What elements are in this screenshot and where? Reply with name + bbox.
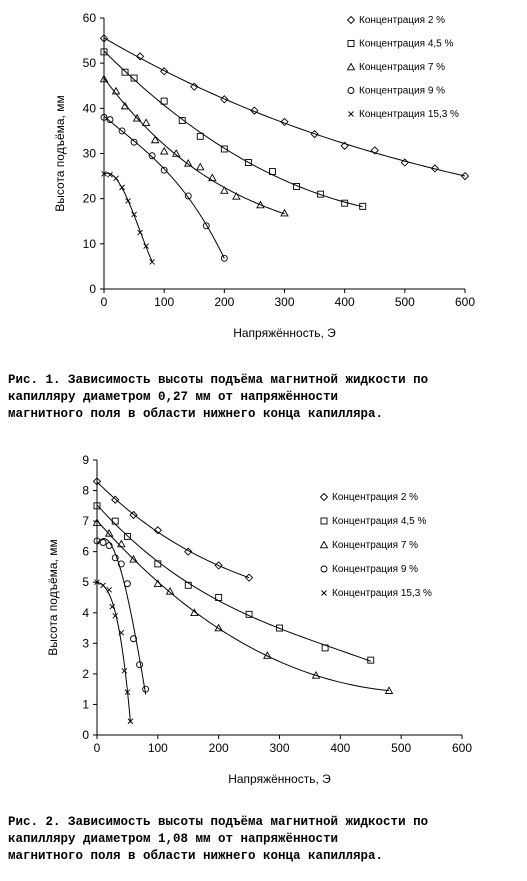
x-axis-label: Напряжённость, Э <box>228 772 331 785</box>
x-tick-label: 100 <box>154 295 175 309</box>
circle-marker <box>143 686 149 692</box>
square-marker <box>348 41 354 47</box>
caption-line: Рис. 1. Зависимость высоты подъёма магнитной жидкости по <box>8 373 429 387</box>
x-tick-label: 600 <box>451 741 473 755</box>
legend-label: Концентрация 15,3 % <box>332 588 432 599</box>
figure-1-caption <box>8 372 523 423</box>
y-tick-label: 0 <box>89 282 96 296</box>
x-marker <box>120 185 125 190</box>
x-tick-label: 300 <box>269 741 290 755</box>
caption-line: Рис. 2. Зависимость высоты подъёма магнитной жидкости по <box>8 815 429 829</box>
trend-line <box>104 38 465 176</box>
triangle-marker <box>197 164 204 170</box>
legend-label: Концентрация 2 % <box>359 15 446 26</box>
square-marker <box>112 518 118 524</box>
y-tick-label: 60 <box>82 11 96 25</box>
x-marker <box>126 198 131 203</box>
triangle-marker <box>152 136 159 142</box>
y-tick-label: 3 <box>82 636 89 651</box>
series <box>101 49 366 209</box>
x-marker <box>101 583 106 588</box>
circle-marker <box>137 662 143 668</box>
diamond-marker <box>321 494 328 501</box>
circle-marker <box>203 223 209 229</box>
series <box>102 171 155 264</box>
x-marker <box>122 668 127 673</box>
caption-line: магнитного поля в области нижнего конца капилляра. <box>8 407 384 421</box>
y-axis-label: Высота подъёма, мм <box>46 539 60 656</box>
x-tick-label: 200 <box>214 295 235 309</box>
caption-line: капилляру диаметром 1,08 мм от напряжённости <box>8 832 339 846</box>
x-tick-label: 600 <box>454 295 476 309</box>
triangle-marker <box>167 588 174 594</box>
y-tick-label: 9 <box>82 453 89 467</box>
square-marker <box>122 69 128 75</box>
x-marker <box>322 591 327 596</box>
legend-label: Концентрация 9 % <box>359 85 446 97</box>
y-tick-label: 10 <box>82 236 96 251</box>
diamond-marker <box>462 173 469 180</box>
x-axis-label: Напряжённость, Э <box>233 326 336 340</box>
x-marker <box>107 587 112 592</box>
y-axis-label: Высота подъёма, мм <box>53 95 67 212</box>
triangle-marker <box>348 64 355 70</box>
series <box>101 35 469 180</box>
legend-label: Концентрация 9 % <box>332 564 419 575</box>
x-tick-label: 500 <box>394 295 415 309</box>
x-marker <box>150 259 155 264</box>
legend-label: Концентрация 7 % <box>332 540 419 551</box>
y-tick-label: 5 <box>82 575 89 590</box>
trend-line <box>97 539 146 695</box>
diamond-marker <box>348 17 355 24</box>
square-marker <box>321 518 327 524</box>
y-tick-label: 4 <box>82 605 89 620</box>
series <box>94 538 149 694</box>
circle-marker <box>124 581 130 587</box>
trend-line <box>104 51 363 207</box>
legend-label: Концентрация 7 % <box>359 62 446 73</box>
legend-label: Концентрация 4,5 % <box>332 516 427 527</box>
y-tick-label: 30 <box>82 146 96 161</box>
figure-2-chart <box>0 445 527 785</box>
caption-line: капилляру диаметром 0,27 мм от напряжённости <box>8 390 339 404</box>
trend-line <box>97 582 130 722</box>
x-tick-label: 0 <box>100 295 108 309</box>
x-tick-label: 500 <box>391 741 412 755</box>
triangle-marker <box>161 148 168 154</box>
y-tick-label: 8 <box>82 483 89 498</box>
figure-2-caption <box>8 814 523 865</box>
x-tick-label: 400 <box>334 295 355 309</box>
series <box>101 114 227 261</box>
triangle-marker <box>209 174 216 180</box>
legend-label: Концентрация 4,5 % <box>359 38 454 50</box>
y-tick-label: 20 <box>82 191 96 206</box>
circle-marker <box>100 540 106 546</box>
series <box>94 478 253 581</box>
y-tick-label: 6 <box>82 544 89 559</box>
trend-line <box>104 78 285 214</box>
x-tick-label: 100 <box>147 741 168 755</box>
y-tick-label: 1 <box>82 697 89 712</box>
x-tick-label: 400 <box>330 741 351 755</box>
triangle-marker <box>321 542 328 548</box>
series <box>101 75 289 215</box>
triangle-marker <box>185 160 192 166</box>
circle-marker <box>348 88 354 94</box>
diamond-marker <box>161 68 168 75</box>
caption-line: магнитного поля в области нижнего конца капилляра. <box>8 849 384 863</box>
x-tick-label: 0 <box>93 741 101 755</box>
x-tick-label: 300 <box>274 295 295 309</box>
trend-line <box>104 173 152 262</box>
series <box>95 580 133 724</box>
x-marker <box>114 176 119 181</box>
y-tick-label: 7 <box>82 514 89 529</box>
figure-1-chart <box>0 0 527 340</box>
y-tick-label: 2 <box>82 666 89 681</box>
circle-marker <box>149 153 155 159</box>
legend-label: Концентрация 15,3 % <box>359 109 459 120</box>
y-tick-label: 50 <box>82 56 96 71</box>
trend-line <box>97 482 249 578</box>
circle-marker <box>321 566 327 572</box>
legend-label: Концентрация 2 % <box>332 492 419 503</box>
y-tick-label: 40 <box>82 101 96 116</box>
x-marker <box>349 112 354 117</box>
y-tick-label: 0 <box>82 728 89 742</box>
x-tick-label: 200 <box>208 741 229 755</box>
